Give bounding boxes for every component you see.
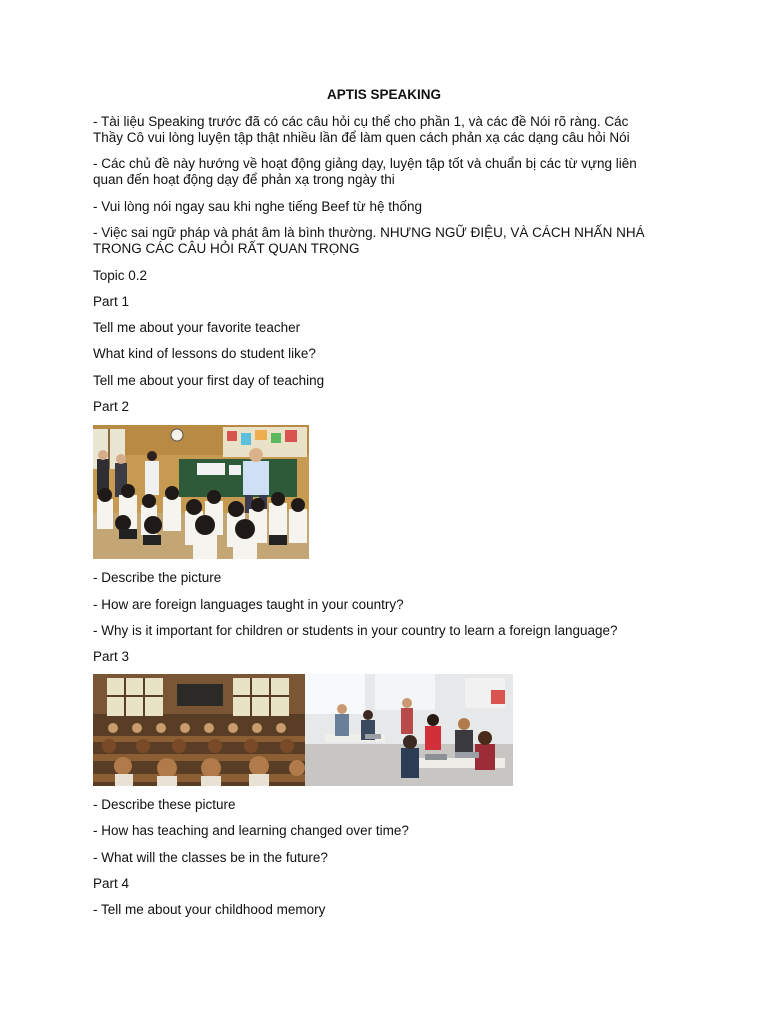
part4-heading: Part 4 bbox=[93, 876, 130, 891]
intro-paragraph-4 bbox=[93, 225, 693, 257]
part1-question: Tell me about your first day of teaching bbox=[93, 373, 325, 388]
intro-line: - Các chủ đề này hướng về hoạt động giảng dạy, luyện tập tốt và chuẩn bị các từ vựng liên bbox=[93, 156, 637, 171]
intro-line: - Việc sai ngữ pháp và phát âm là bình thường. NHƯNG NGỮ ĐIỆU, VÀ CÁCH NHẤN NHÁ bbox=[93, 225, 645, 240]
part1-question: Tell me about your favorite teacher bbox=[93, 320, 301, 335]
topic-heading: Topic 0.2 bbox=[93, 268, 148, 283]
modern-classroom-laptops-photo bbox=[305, 674, 513, 786]
part3-question: - Describe these picture bbox=[93, 797, 236, 812]
intro-line: - Vui lòng nói ngay sau khi nghe tiếng Beef từ hệ thống bbox=[93, 199, 423, 214]
intro-line: - Tài liệu Speaking trước đã có các câu hỏi cụ thể cho phần 1, và các đề Nói rõ ràng. Các bbox=[93, 114, 629, 129]
part2-heading: Part 2 bbox=[93, 399, 130, 414]
intro-line: TRONG CÁC CÂU HỎI RẤT QUAN TRỌNG bbox=[93, 241, 360, 256]
intro-paragraph-3 bbox=[93, 199, 693, 215]
part2-question: - Describe the picture bbox=[93, 570, 222, 585]
part3-question: - What will the classes be in the future? bbox=[93, 850, 328, 865]
part4-question: - Tell me about your childhood memory bbox=[93, 902, 326, 917]
classroom-children-dancing-photo bbox=[93, 425, 309, 559]
part2-question: - How are foreign languages taught in your country? bbox=[93, 597, 404, 612]
intro-line: quan đến hoạt động dạy để phản xạ trong ngày thi bbox=[93, 172, 395, 187]
old-classroom-photo bbox=[93, 674, 305, 786]
intro-paragraph-1 bbox=[93, 114, 693, 146]
part3-question: - How has teaching and learning changed over time? bbox=[93, 823, 409, 838]
part1-question: What kind of lessons do student like? bbox=[93, 346, 316, 361]
page-title: APTIS SPEAKING bbox=[326, 87, 442, 102]
part3-heading: Part 3 bbox=[93, 649, 130, 664]
part2-question: - Why is it important for children or students in your country to learn a foreign language? bbox=[93, 623, 618, 638]
intro-paragraph-2 bbox=[93, 156, 693, 188]
intro-line: Thầy Cô vui lòng luyện tập thật nhiều lần để làm quen cách phản xạ các dạng câu hỏi Nói bbox=[93, 130, 630, 145]
part1-heading: Part 1 bbox=[93, 294, 130, 309]
